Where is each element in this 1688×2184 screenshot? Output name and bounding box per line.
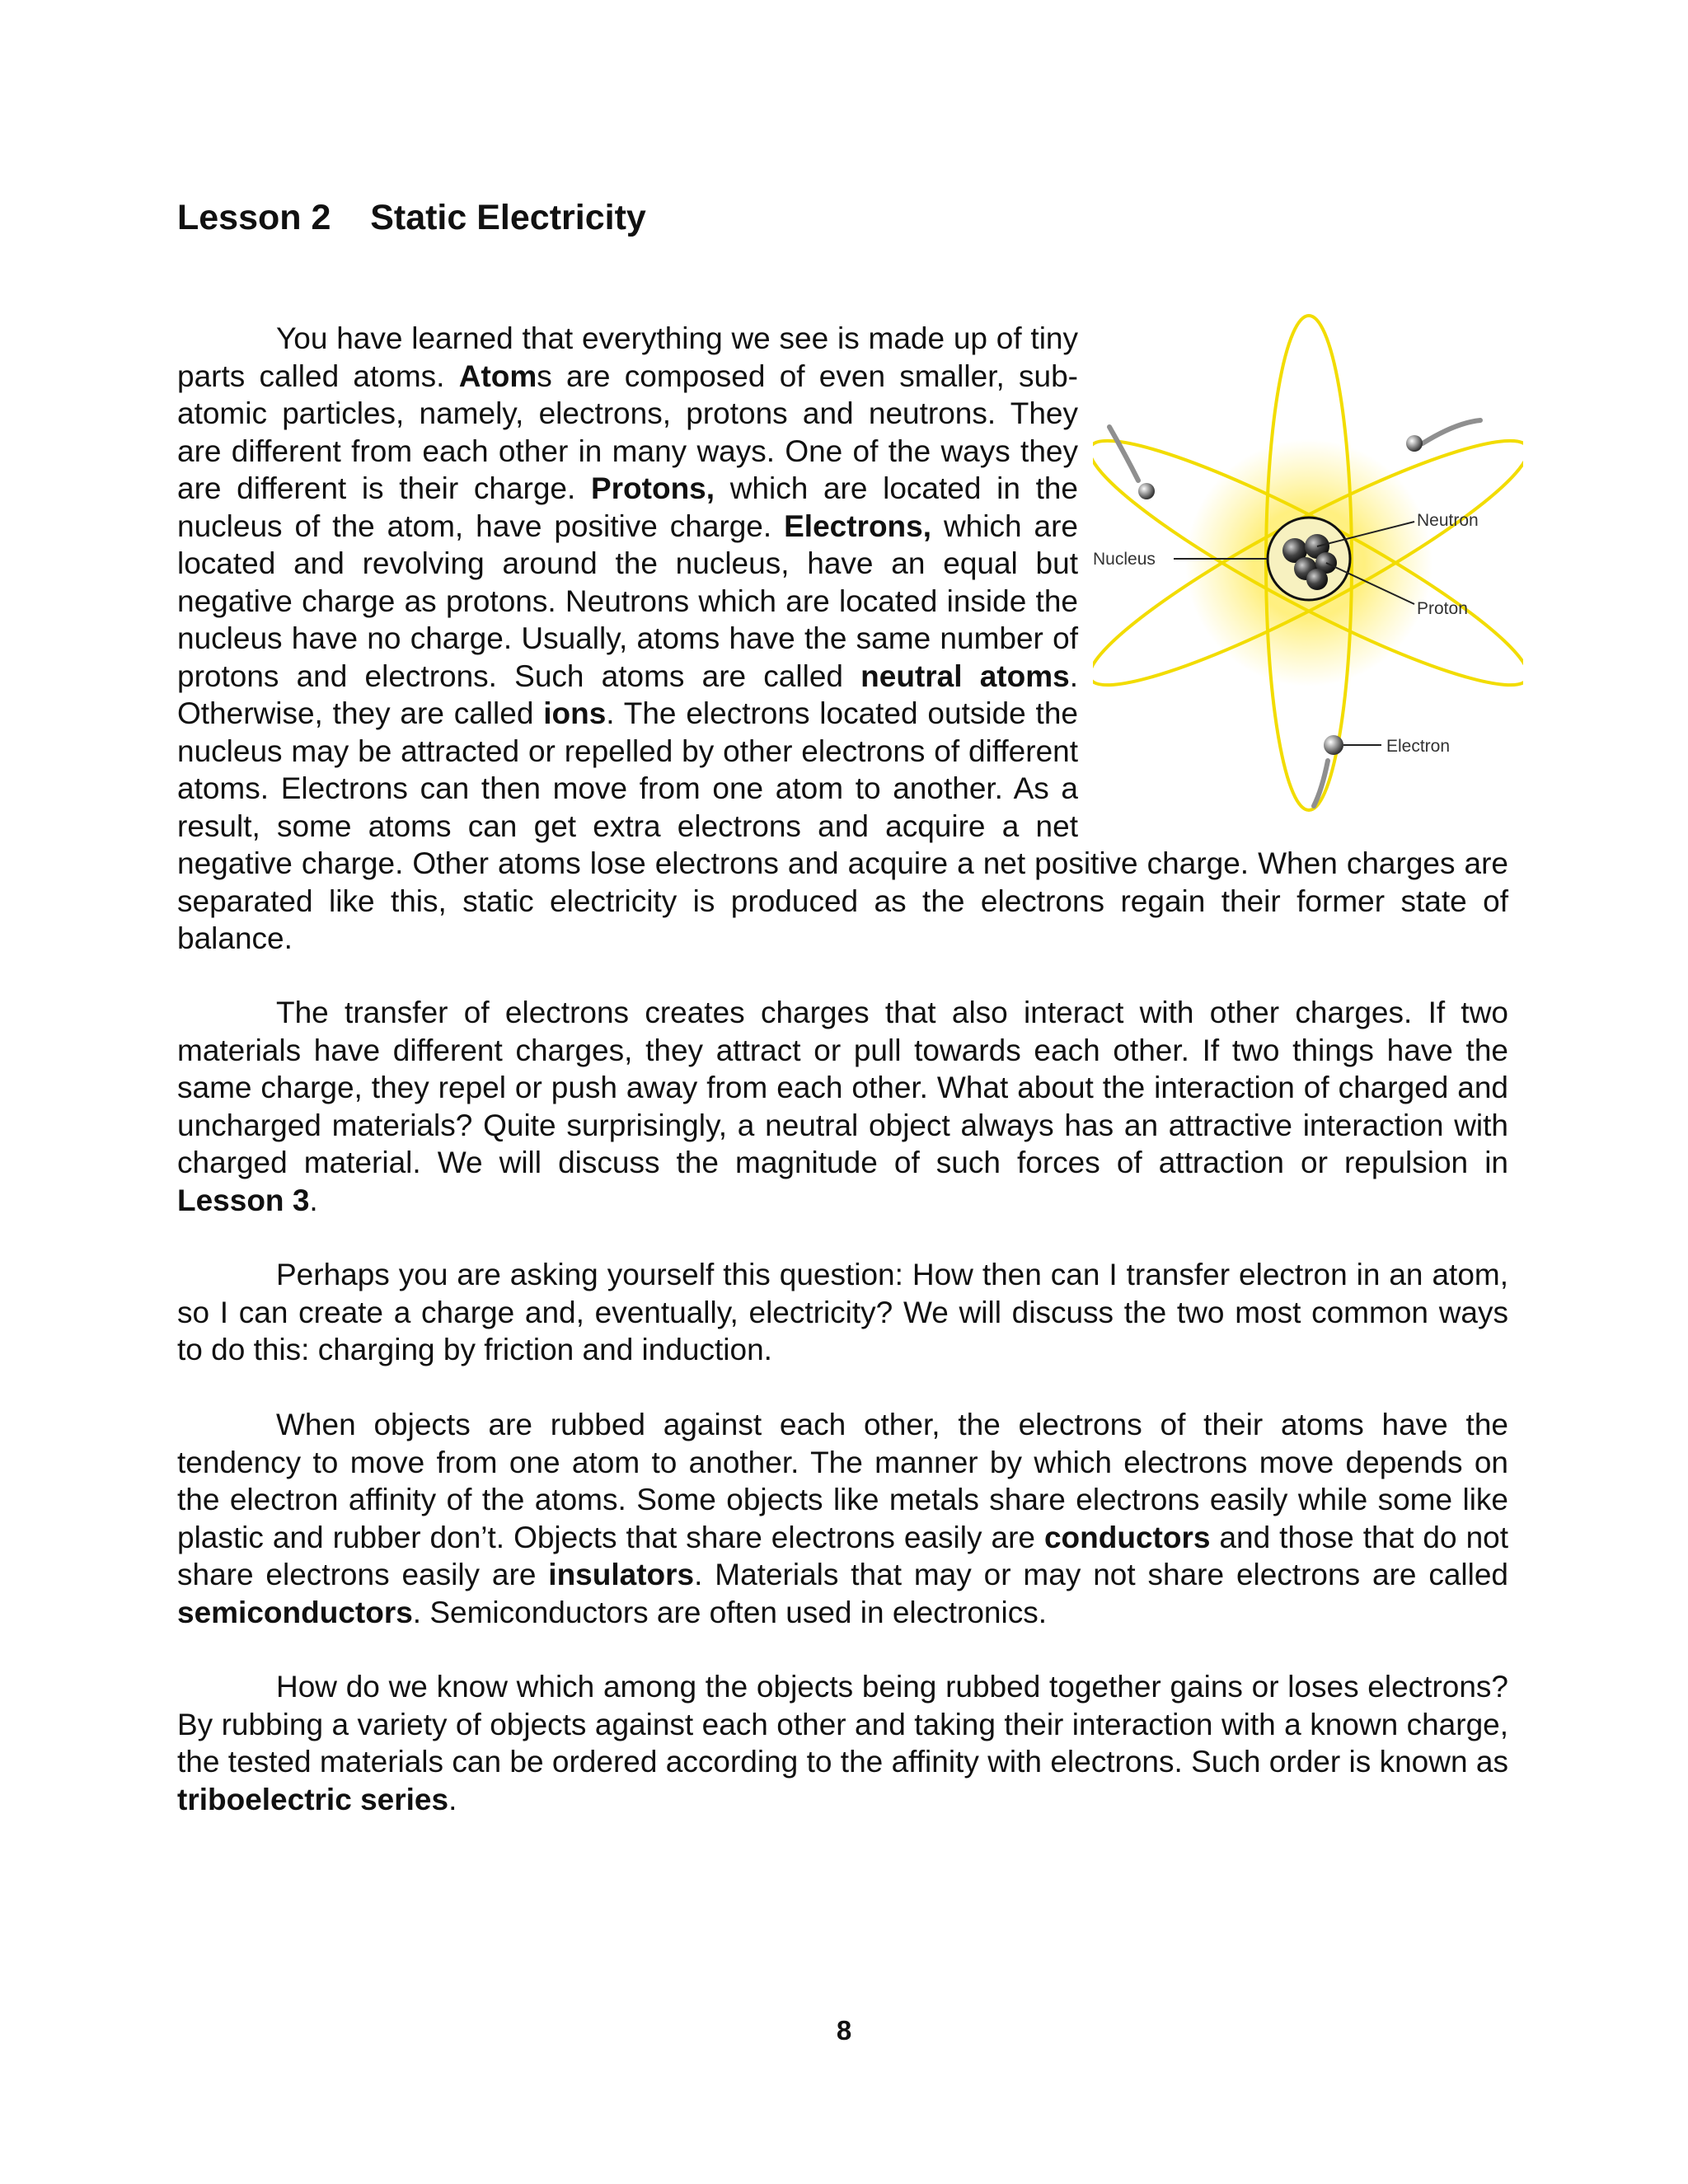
term-insulators: insulators [548, 1558, 695, 1591]
lesson-number: Lesson 2 [177, 198, 331, 237]
paragraph-charge-interaction: The transfer of electrons creates charges that also interact with other charges. If two materials have different charges, they attract or pull towards each other. If two things have the same charge, they repel or push away from each other. What about the interaction of charged and uncharged materials? Quite surprisingly, a neutral object always has an attractive interaction with charged material. We will discuss the magnitude of such forces of attraction or repulsion in Lesson 3. [177, 996, 1508, 1217]
nucleus [1268, 518, 1350, 600]
electron-bottom [1324, 735, 1343, 755]
paragraph-conductors: When objects are rubbed against each other, the electrons of their atoms have the tendency to move from one atom to another. The manner by which electrons move depends on the electron affinity of the atoms. Some objects like metals share electrons easily while some like plastic and rubber don’t. Objects that share electrons easily are conductors and those that do not share electrons easily are insulators. Materials that may or may not share electrons are called semiconductors. Semiconductors are often used in electronics. [177, 1408, 1509, 1629]
neutron-label: Neutron [1417, 511, 1479, 530]
atom-diagram [1093, 312, 1523, 814]
term-atom: Atom [458, 359, 537, 393]
paragraph-atoms: Nucleus Neutron Proton Electron You have learned that everything we see is made up of tiny parts called atoms. Atoms are composed of even smaller, sub-atomic particles, namely, electrons, protons and neutrons. They are different from each other in many ways. One of the ways they are different is their charge. Protons, which are located in the nucleus of the atom, have positive charge. Electrons, which are located and revolving around the nucleus, have an equal but negative charge as protons. Neutrons which are located inside the nucleus have no charge. Usually, atoms have the same number of protons and electrons. Such atoms are called neutral atoms. Otherwise, they are called ions. The electrons located outside the nucleus may be attracted or repelled by other electrons of different atoms. Electrons can then move from one atom to another. As a result, some atoms can get extra electrons and acquire a net negative charge. Other atoms lose electrons and acquire a net positive charge. When charges are separated like this, static electricity is produced as the electrons regain their former state of balance. [177, 320, 1508, 958]
lesson-heading [177, 198, 646, 238]
nucleus-particle [1306, 569, 1328, 590]
term-ions: ions [543, 696, 607, 730]
nucleus-label: Nucleus [1093, 550, 1156, 569]
term-semiconductors: semiconductors [177, 1595, 413, 1629]
term-lesson-3: Lesson 3 [177, 1183, 310, 1217]
term-conductors: conductors [1043, 1520, 1211, 1554]
term-protons: Protons, [590, 471, 715, 505]
electron-top-right [1406, 435, 1423, 452]
page-number: 8 [836, 2015, 852, 2046]
term-neutral-atoms: neutral atoms [860, 658, 1070, 693]
paragraph-transfer-question: Perhaps you are asking yourself this question: How then can I transfer electron in an atom, so I can create a charge and, eventually, electricity? We will discuss the two most common ways to do this: charging by friction and induction. [177, 1258, 1508, 1366]
lesson-title: Static Electricity [370, 198, 646, 237]
electron-left [1138, 483, 1155, 499]
paragraph-triboelectric: How do we know which among the objects being rubbed together gains or loses electrons? By rubbing a variety of objects against each other and taking their interaction with a known charge, the tested materials can be ordered according to the affinity with electrons. Such order is known as triboelectric series. [177, 1670, 1508, 1816]
term-triboelectric-series: triboelectric series [177, 1782, 449, 1816]
term-electrons: Electrons, [784, 509, 932, 543]
electron-label: Electron [1386, 737, 1451, 756]
proton-label: Proton [1417, 599, 1468, 618]
